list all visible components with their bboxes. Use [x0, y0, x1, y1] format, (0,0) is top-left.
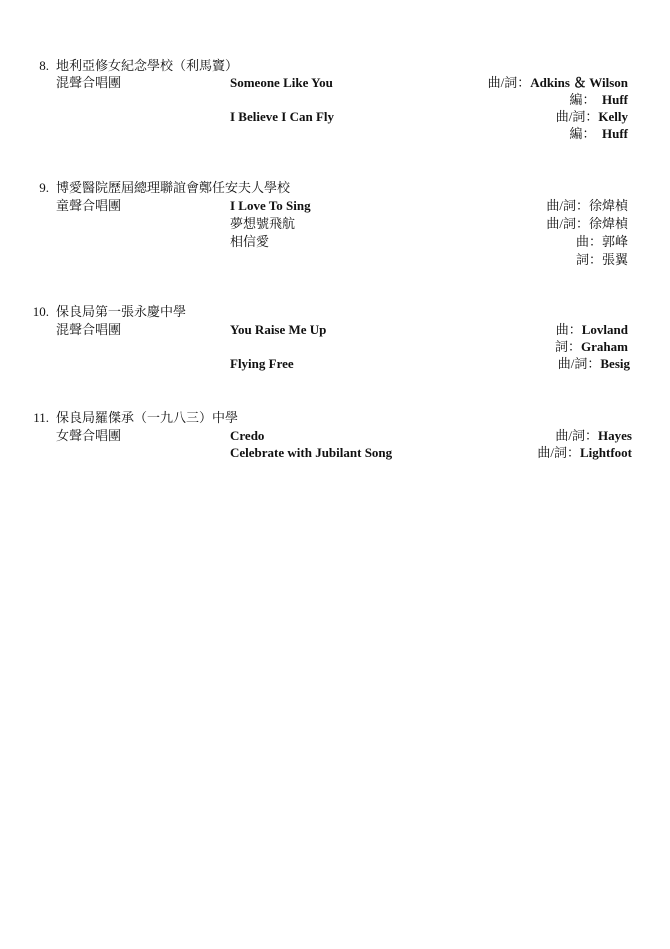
credit	[556, 321, 628, 338]
credit-person: Kelly	[598, 109, 628, 124]
credit-row	[0, 91, 670, 108]
credit	[555, 338, 628, 355]
credit-person: Huff	[602, 92, 628, 107]
entry-number: 9.	[39, 180, 49, 195]
entry-header	[0, 303, 670, 320]
song-title: Celebrate with Jubilant Song	[230, 445, 393, 460]
credit-row	[0, 251, 670, 268]
credit-role: 編：	[569, 126, 596, 141]
school-name: 保良局羅傑承（一九八三）中學	[56, 410, 239, 425]
credit-person: 徐煒楨	[588, 198, 628, 213]
credit-role: 曲/詞：	[555, 109, 599, 124]
choir-type: 女聲合唱團	[56, 428, 122, 443]
song-row	[0, 355, 670, 372]
credit-role: 曲/詞：	[546, 198, 589, 213]
choir-type: 混聲合唱團	[56, 322, 122, 337]
entry-header	[0, 179, 670, 196]
song-title: You Raise Me Up	[230, 322, 327, 337]
credit-role: 曲/詞：	[537, 445, 580, 460]
song-row	[0, 444, 670, 461]
song-title: 夢想號飛航	[230, 216, 296, 231]
song-title: I Love To Sing	[230, 198, 311, 213]
credit-person: 張翼	[601, 252, 628, 267]
credit-role: 曲/詞：	[546, 216, 589, 231]
credit	[558, 355, 630, 372]
credit	[546, 215, 628, 232]
song-title: I Believe I Can Fly	[230, 109, 334, 124]
song-row	[0, 215, 670, 232]
credit-role: 編：	[569, 92, 596, 107]
credit-role: 曲：	[555, 322, 582, 337]
song-title: Credo	[230, 428, 265, 443]
credit-person: Graham	[581, 339, 628, 354]
entry-number: 8.	[39, 58, 49, 73]
song-title: Someone Like You	[230, 75, 333, 90]
credit-person: Besig	[600, 356, 630, 371]
credit	[488, 74, 628, 91]
song-row	[0, 74, 670, 91]
entry-header	[0, 409, 670, 426]
credit-role: 曲/詞：	[557, 356, 601, 371]
credit	[576, 251, 628, 268]
credit	[555, 427, 632, 444]
entry-header	[0, 57, 670, 74]
song-row	[0, 233, 670, 250]
song-title: Flying Free	[230, 356, 294, 371]
credit-role: 詞：	[555, 339, 582, 354]
choir-type: 童聲合唱團	[56, 198, 122, 213]
entry-number: 11.	[33, 410, 49, 425]
school-name: 博愛醫院歷屆總理聯誼會鄭任安夫人學校	[56, 180, 291, 195]
credit-person: Hayes	[598, 428, 632, 443]
credit-person: Lightfoot	[580, 445, 632, 460]
credit	[569, 125, 628, 142]
credit-person: Huff	[602, 126, 628, 141]
credit	[537, 444, 632, 461]
school-name: 地利亞修女紀念學校（利馬竇）	[56, 58, 239, 73]
song-row	[0, 108, 670, 125]
credit	[576, 233, 628, 250]
credit-row	[0, 125, 670, 142]
credit-role: 曲：	[575, 234, 602, 249]
song-row	[0, 321, 670, 338]
credit	[546, 197, 628, 214]
credit	[569, 91, 628, 108]
song-row	[0, 427, 670, 444]
credit-row	[0, 338, 670, 355]
school-name: 保良局第一張永慶中學	[56, 304, 187, 319]
credit-person: 郭峰	[601, 234, 628, 249]
credit-role: 曲/詞：	[555, 428, 599, 443]
song-row	[0, 197, 670, 214]
credit-role: 詞：	[575, 252, 602, 267]
song-title: 相信愛	[230, 234, 270, 249]
credit-person: 徐煒楨	[588, 216, 628, 231]
entry-number: 10.	[32, 304, 49, 319]
credit	[556, 108, 628, 125]
credit-person: Lovland	[581, 322, 628, 337]
credit-role: 曲/詞：	[487, 75, 531, 90]
credit-person: Adkins ＆ Wilson	[530, 75, 628, 90]
choir-type: 混聲合唱團	[56, 75, 122, 90]
